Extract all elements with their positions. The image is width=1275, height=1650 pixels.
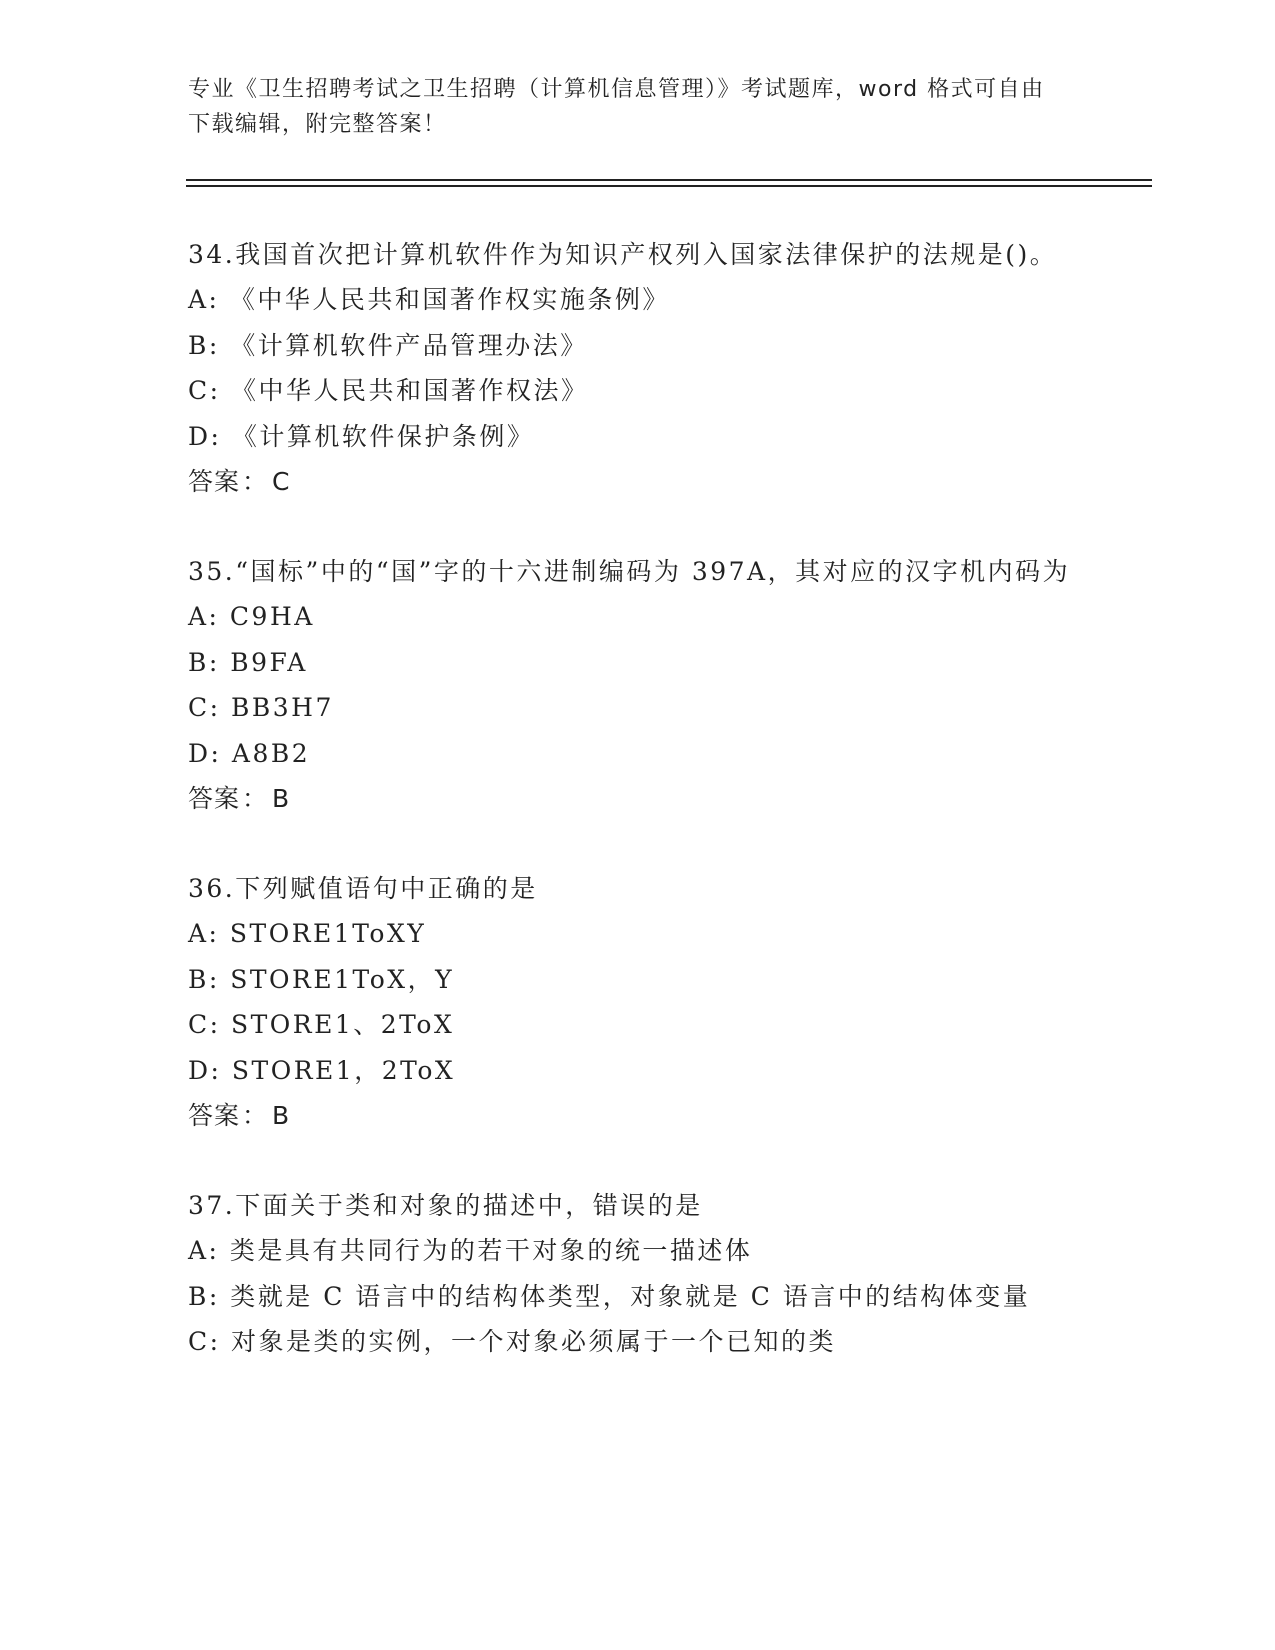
question-spacer xyxy=(188,504,1088,549)
header-divider-top xyxy=(186,179,1152,181)
answer-label: 答案 xyxy=(188,784,241,813)
answer-value: B xyxy=(272,784,291,813)
question-37 xyxy=(188,1183,1088,1365)
option-a: A: 《中华人民共和国著作权实施条例》 xyxy=(188,285,670,314)
answer-value: C xyxy=(272,467,291,496)
option-a: A: C9HA xyxy=(188,602,315,631)
option-c: C: 《中华人民共和国著作权法》 xyxy=(188,376,589,405)
question-stem: 34.我国首次把计算机软件作为知识产权列入国家法律保护的法规是()。 xyxy=(188,240,1058,269)
question-stem: 37.下面关于类和对象的描述中，错误的是 xyxy=(188,1191,703,1220)
option-c: C: STORE1、2ToX xyxy=(188,1010,455,1039)
question-spacer xyxy=(188,821,1088,866)
header-divider-bottom xyxy=(186,185,1152,187)
option-d: D: 《计算机软件保护条例》 xyxy=(188,421,535,451)
answer-line: 答案： B xyxy=(188,784,291,813)
answer-value: B xyxy=(272,1101,291,1130)
option-c: C: 对象是类的实例，一个对象必须属于一个已知的类 xyxy=(188,1327,837,1356)
option-d: D: A8B2 xyxy=(188,738,311,768)
option-a: A: STORE1ToXY xyxy=(188,919,427,948)
answer-line: 答案： B xyxy=(188,1101,291,1130)
option-d: D: STORE1，2ToX xyxy=(188,1055,456,1085)
option-a: A: 类是具有共同行为的若干对象的统一描述体 xyxy=(188,1236,753,1265)
question-34 xyxy=(188,232,1088,504)
answer-line: 答案： C xyxy=(188,467,291,496)
question-list xyxy=(188,232,1088,1365)
question-36 xyxy=(188,866,1088,1138)
option-b: B: B9FA xyxy=(188,647,308,677)
option-b: B: 《计算机软件产品管理办法》 xyxy=(188,330,588,360)
question-spacer xyxy=(188,1138,1088,1183)
document-header-intro: 专业《卫生招聘考试之卫生招聘（计算机信息管理）》考试题库，word 格式可自由下载编辑，附完整答案！ xyxy=(188,77,1045,137)
option-b: B: 类就是 C 语言中的结构体类型，对象就是 C 语言中的结构体变量 xyxy=(188,1281,1031,1311)
answer-label: 答案 xyxy=(188,467,241,496)
question-35 xyxy=(188,549,1088,821)
option-c: C: BB3H7 xyxy=(188,693,334,722)
answer-label: 答案 xyxy=(188,1101,241,1130)
option-b: B: STORE1ToX，Y xyxy=(188,964,455,994)
question-stem: 35.“国标”中的“国”字的十六进制编码为 397A，其对应的汉字机内码为 xyxy=(188,557,1071,586)
question-stem: 36.下列赋值语句中正确的是 xyxy=(188,874,538,903)
